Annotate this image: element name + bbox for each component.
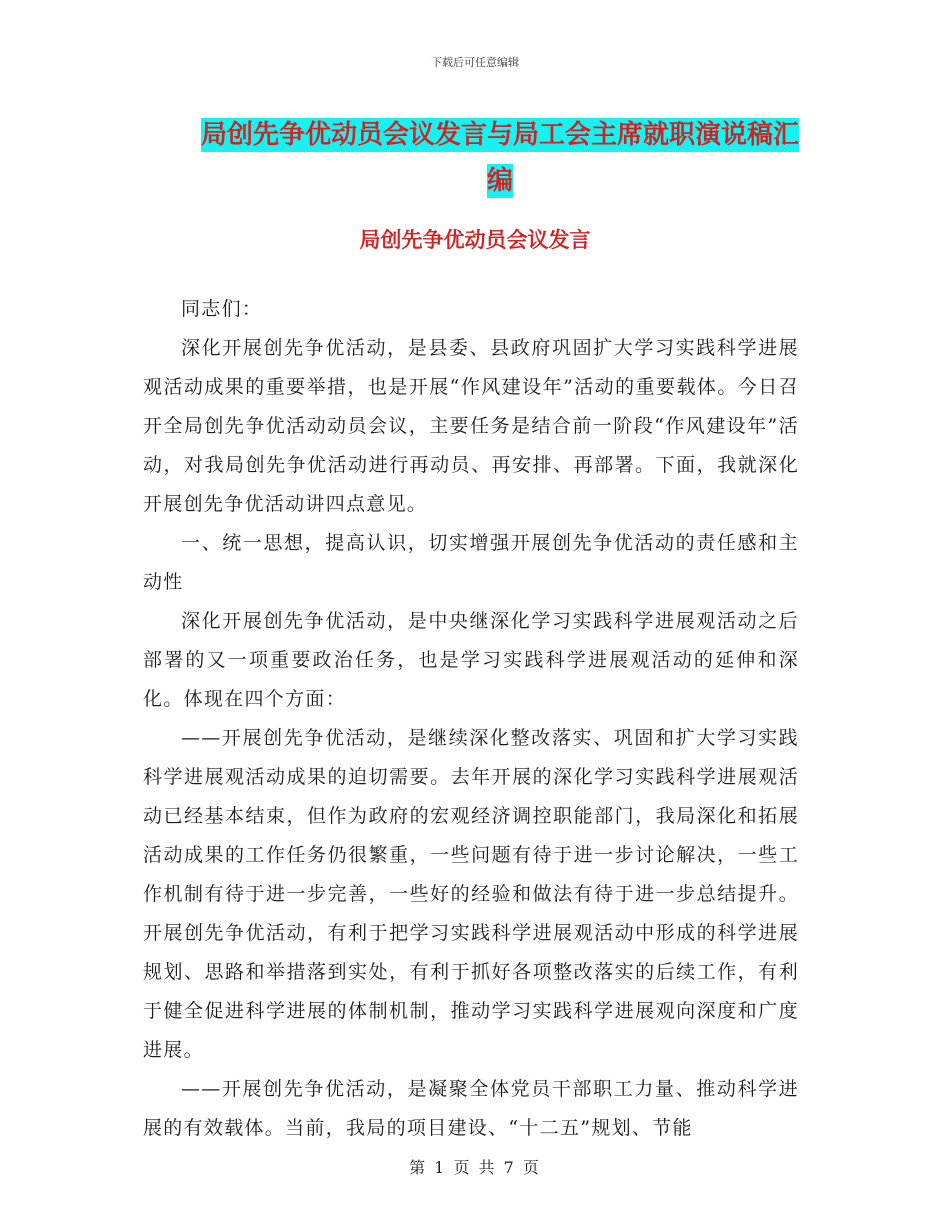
document-title-text: 局创先争优动员会议发言与局工会主席就职演说稿汇编 xyxy=(200,120,799,196)
paragraph: 深化开展创先争优活动，是县委、县政府巩固扩大学习实践科学进展观活动成果的重要举措，也是开展“作风建设年”活动的重要载体。今日召开全局创先争优活动动员会议，主要任务是结合前一阶段“作风建设年”活动，对我局创先争优活动进行再动员、再安排、再部署。下面，我就深化开展创先争优活动讲四点意见。 xyxy=(143,337,799,515)
paragraph: 同志们： xyxy=(181,298,263,320)
document-title xyxy=(190,112,810,204)
paragraph: 一、统一思想，提高认识，切实增强开展创先争优活动的责任感和主动性 xyxy=(143,532,799,593)
header-note: 下载后可任意编辑 xyxy=(431,56,519,69)
paragraph: 深化开展创先争优活动，是中央继深化学习实践科学进展观活动之后部署的又一项重要政治任务，也是学习实践科学进展观活动的延伸和深化。体现在四个方面： xyxy=(143,610,799,710)
paragraph: ——开展创先争优活动，是继续深化整改落实、巩固和扩大学习实践科学进展观活动成果的迫切需要。去年开展的深化学习实践科学进展观活动已经基本结束，但作为政府的宏观经济调控职能部门，我局深化和拓展活动成果的工作任务仍很繁重，一些问题有待于进一步讨论解决，一些工作机制有待于进一步完善，一些好的经验和做法有待于进一步总结提升。开展创先争优活动，有利于把学习实践科学进展观活动中形成的科学进展规划、思路和举措落到实处，有利于抓好各项整改落实的后续工作，有利于健全促进科学进展的体制机制，推动学习实践科学进展观向深度和广度进展。 xyxy=(143,727,799,1061)
section-title: 局创先争优动员会议发言 xyxy=(359,228,591,252)
paragraph: ——开展创先争优活动，是凝聚全体党员干部职工力量、推动科学进展的有效载体。当前，我局的项目建设、“十二五”规划、节能 xyxy=(143,1078,799,1139)
body-text xyxy=(143,290,799,1148)
page-footer: 第 1 页 共 7 页 xyxy=(409,1158,541,1177)
